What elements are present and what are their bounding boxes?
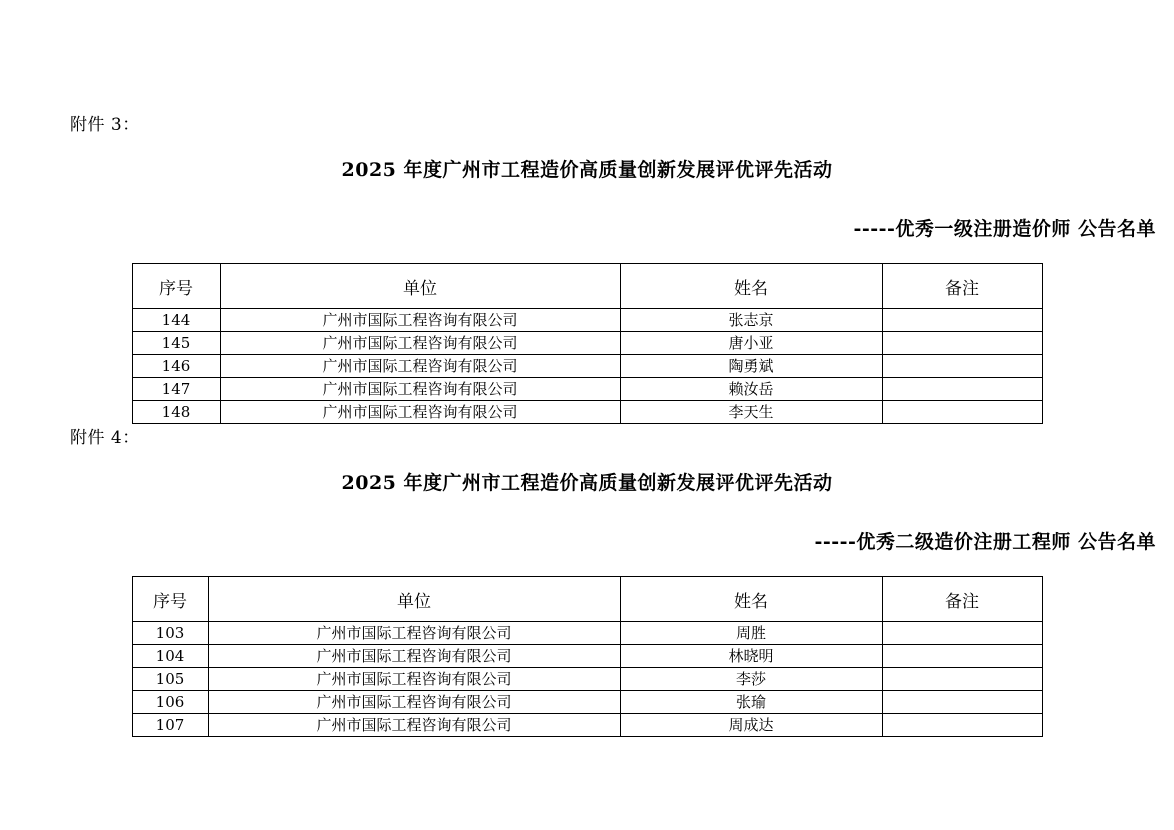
cell-note (882, 401, 1042, 424)
table-row (132, 691, 1042, 714)
section-4-subtitle: -----优秀二级造价注册工程师 公告名单 (814, 531, 1156, 553)
cell-index: 146 (132, 355, 220, 378)
cell-index: 104 (132, 645, 208, 668)
cell-unit: 广州市国际工程咨询有限公司 (208, 714, 620, 737)
cell-unit: 广州市国际工程咨询有限公司 (208, 645, 620, 668)
table-row (132, 355, 1042, 378)
cell-note (882, 691, 1042, 714)
cell-note (882, 714, 1042, 737)
table-row (132, 622, 1042, 645)
cell-index: 144 (132, 309, 220, 332)
column-header-name: 姓名 (620, 577, 882, 622)
cell-note (882, 309, 1042, 332)
cell-name: 张志京 (620, 309, 882, 332)
cell-name: 唐小亚 (620, 332, 882, 355)
section-attachment-4 (0, 468, 1174, 737)
column-header-unit: 单位 (208, 577, 620, 622)
table-row (132, 378, 1042, 401)
cell-note (882, 332, 1042, 355)
table-row (132, 714, 1042, 737)
section-3-subtitle: -----优秀一级注册造价师 公告名单 (853, 218, 1156, 240)
column-header-index: 序号 (132, 264, 220, 309)
table-row (132, 668, 1042, 691)
table-row (132, 309, 1042, 332)
table-row (132, 401, 1042, 424)
column-header-note: 备注 (882, 577, 1042, 622)
cell-index: 107 (132, 714, 208, 737)
cell-unit: 广州市国际工程咨询有限公司 (208, 691, 620, 714)
cell-index: 147 (132, 378, 220, 401)
cell-note (882, 355, 1042, 378)
table-header-row (132, 264, 1042, 309)
cell-name: 张瑜 (620, 691, 882, 714)
section-3-title: 2025 年度广州市工程造价高质量创新发展评优评先活动 (341, 159, 833, 181)
excellent-level1-table (132, 263, 1043, 424)
cell-name: 陶勇斌 (620, 355, 882, 378)
column-header-name: 姓名 (620, 264, 882, 309)
cell-unit: 广州市国际工程咨询有限公司 (220, 309, 620, 332)
attachment-label-3: 附件 3： (70, 115, 140, 135)
section-attachment-3 (0, 155, 1174, 424)
table-header-row (132, 577, 1042, 622)
cell-note (882, 622, 1042, 645)
cell-name: 李莎 (620, 668, 882, 691)
table-row (132, 645, 1042, 668)
column-header-index: 序号 (132, 577, 208, 622)
cell-name: 周成达 (620, 714, 882, 737)
cell-unit: 广州市国际工程咨询有限公司 (208, 622, 620, 645)
cell-unit: 广州市国际工程咨询有限公司 (220, 401, 620, 424)
column-header-note: 备注 (882, 264, 1042, 309)
cell-note (882, 378, 1042, 401)
cell-unit: 广州市国际工程咨询有限公司 (220, 355, 620, 378)
excellent-level2-table (132, 576, 1043, 737)
cell-index: 145 (132, 332, 220, 355)
cell-note (882, 668, 1042, 691)
cell-unit: 广州市国际工程咨询有限公司 (208, 668, 620, 691)
cell-unit: 广州市国际工程咨询有限公司 (220, 332, 620, 355)
cell-unit: 广州市国际工程咨询有限公司 (220, 378, 620, 401)
cell-index: 103 (132, 622, 208, 645)
cell-index: 106 (132, 691, 208, 714)
table-row (132, 332, 1042, 355)
cell-note (882, 645, 1042, 668)
cell-name: 赖汝岳 (620, 378, 882, 401)
cell-index: 105 (132, 668, 208, 691)
column-header-unit: 单位 (220, 264, 620, 309)
section-4-title: 2025 年度广州市工程造价高质量创新发展评优评先活动 (341, 472, 833, 494)
cell-index: 148 (132, 401, 220, 424)
attachment-label-4: 附件 4： (70, 428, 140, 448)
cell-name: 林晓明 (620, 645, 882, 668)
cell-name: 周胜 (620, 622, 882, 645)
cell-name: 李天生 (620, 401, 882, 424)
